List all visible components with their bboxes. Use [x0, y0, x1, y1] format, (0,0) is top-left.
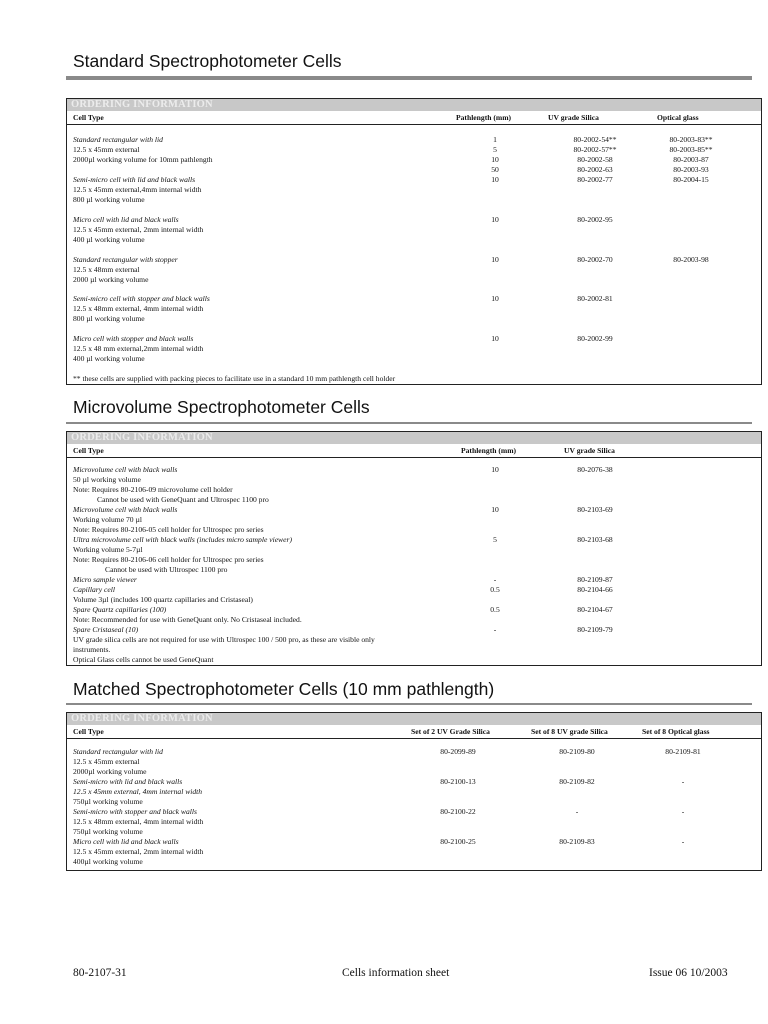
cell-note: Note: Requires 80-2106-06 cell holder for Ultrospec pro series	[73, 555, 264, 564]
set8-glass-code: 80-2109-81	[665, 747, 701, 756]
pathlength-value: 10	[491, 255, 499, 264]
footnote: ** these cells are supplied with packing pieces to facilitate use in a standard 10 mm pathlength cell holder	[73, 374, 396, 383]
uv-silica-code: 80-2002-81	[577, 294, 613, 303]
cell-note: Note: Requires 80-2106-05 cell holder for Ultrospec pro series	[73, 525, 264, 534]
column-header-set2-uv: Set of 2 UV Grade Silica	[411, 727, 490, 736]
cell-volume: Volume 3µl (includes 100 quartz capillaries and Cristaseal)	[73, 595, 253, 604]
uv-silica-code: 80-2109-79	[577, 625, 613, 634]
uv-silica-code: 80-2104-66	[577, 585, 613, 594]
section-title-matched: Matched Spectrophotometer Cells (10 mm pathlength)	[73, 679, 495, 699]
column-header-cell-type: Cell Type	[73, 446, 104, 455]
cell-note: Note: Requires 80-2106-09 microvolume cell holder	[73, 485, 233, 494]
section-divider	[66, 703, 752, 705]
cell-dimension: 12.5 x 45mm external, 2mm internal width	[73, 225, 204, 234]
cell-volume: 750µl working volume	[73, 827, 143, 836]
cell-volume: 400 µl working volume	[73, 235, 145, 244]
column-header-cell-type: Cell Type	[73, 113, 104, 122]
set8-glass-code: -	[681, 837, 685, 846]
section-title-microvolume: Microvolume Spectrophotometer Cells	[73, 397, 370, 417]
optical-glass-code: 80-2004-15	[673, 175, 709, 184]
pathlength-value: 0.5	[490, 585, 500, 594]
cell-type-name: Standard rectangular with stopper	[73, 255, 178, 264]
set8-glass-code: -	[681, 807, 685, 816]
uv-silica-code: 80-2002-95	[577, 215, 613, 224]
optical-glass-code: 80-2003-87	[673, 155, 709, 164]
uv-silica-code: 80-2109-87	[577, 575, 613, 584]
set2-uv-code: 80-2099-89	[440, 747, 476, 756]
uv-silica-code: 80-2104-67	[577, 605, 613, 614]
set8-uv-code: 80-2109-83	[559, 837, 595, 846]
cell-note: instruments.	[73, 645, 111, 654]
section-divider	[66, 422, 752, 424]
cell-dimension: 12.5 x 45mm external,4mm internal width	[73, 185, 202, 194]
cell-volume: 2000µl working volume	[73, 767, 147, 776]
cell-note: Cannot be used with GeneQuant and Ultrospec 1100 pro	[97, 495, 269, 504]
cell-dimension: 12.5 x 48 mm external,2mm internal width	[73, 344, 204, 353]
cell-volume: 800 µl working volume	[73, 314, 145, 323]
column-header-row	[67, 444, 761, 458]
column-header-row	[67, 111, 761, 125]
column-header-set8-glass: Set of 8 Optical glass	[642, 727, 710, 736]
cell-volume: 2000 µl working volume	[73, 275, 149, 284]
cell-type-name: Semi-micro with stopper and black walls	[73, 807, 197, 816]
section-title-standard: Standard Spectrophotometer Cells	[73, 51, 342, 71]
cell-type-name: Micro cell with lid and black walls	[73, 215, 179, 224]
cell-dimension: 12.5 x 45mm external	[73, 757, 140, 766]
cell-type-name: Standard rectangular with lid	[73, 135, 163, 144]
cell-volume: Working volume 5-7µl	[73, 545, 143, 554]
column-header-row	[67, 725, 761, 739]
optical-glass-code: 80-2003-85**	[669, 145, 713, 154]
column-header-optical-glass: Optical glass	[657, 113, 699, 122]
pathlength-value: 10	[491, 294, 499, 303]
pathlength-value: -	[493, 625, 497, 634]
cell-type-name: Spare Quartz capillaries (100)	[73, 605, 167, 614]
uv-silica-code: 80-2002-63	[577, 165, 613, 174]
pathlength-value: 10	[491, 465, 499, 474]
set2-uv-code: 80-2100-13	[440, 777, 476, 786]
pathlength-value: 0.5	[490, 605, 500, 614]
pathlength-value: 1	[493, 135, 497, 144]
cell-note: Cannot be used with Ultrospec 1100 pro	[105, 565, 228, 574]
cell-volume: 750µl working volume	[73, 797, 143, 806]
cell-dimension: 12.5 x 48mm external, 4mm internal width	[73, 817, 204, 826]
optical-glass-code: 80-2003-98	[673, 255, 709, 264]
pathlength-value: 10	[491, 505, 499, 514]
column-header-pathlength: Pathlength (mm)	[456, 113, 512, 122]
cell-type-name: Microvolume cell with black walls	[73, 505, 178, 514]
ordering-information-header: ORDERING INFORMATION	[67, 432, 761, 444]
ordering-table-standard	[66, 98, 762, 385]
uv-silica-code: 80-2002-70	[577, 255, 613, 264]
ordering-information-header: ORDERING INFORMATION	[67, 713, 761, 725]
cell-dimension: 12.5 x 45mm external, 2mm internal width	[73, 847, 204, 856]
ordering-table-matched	[66, 712, 762, 871]
set8-uv-code: 80-2109-82	[559, 777, 595, 786]
footer-doc-title: Cells information sheet	[342, 967, 450, 979]
uv-silica-code: 80-2002-58	[577, 155, 613, 164]
cell-type-name: Capillary cell	[73, 585, 115, 594]
pathlength-value: 10	[491, 334, 499, 343]
cell-type-name: Spare Cristaseal (10)	[73, 625, 139, 634]
set2-uv-code: 80-2100-25	[440, 837, 476, 846]
pathlength-value: 5	[493, 145, 497, 154]
uv-silica-code: 80-2103-69	[577, 505, 613, 514]
cell-type-name: Semi-micro cell with lid and black walls	[73, 175, 196, 184]
footer-issue: Issue 06 10/2003	[649, 967, 728, 979]
cell-dimension: 12.5 x 45mm external, 4mm internal width	[73, 787, 203, 796]
cell-volume: Working volume 70 µl	[73, 515, 142, 524]
cell-type-name: Ultra microvolume cell with black walls (includes micro sample viewer)	[73, 535, 292, 544]
pathlength-value: -	[493, 575, 497, 584]
column-header-set8-uv: Set of 8 UV grade Silica	[531, 727, 608, 736]
set2-uv-code: 80-2100-22	[440, 807, 476, 816]
cell-type-name: Standard rectangular with lid	[73, 747, 163, 756]
cell-volume: 50 µl working volume	[73, 475, 141, 484]
set8-uv-code: 80-2109-80	[559, 747, 595, 756]
uv-silica-code: 80-2002-99	[577, 334, 613, 343]
uv-silica-code: 80-2103-68	[577, 535, 613, 544]
column-header-uv-silica: UV grade Silica	[564, 446, 615, 455]
uv-silica-code: 80-2002-77	[577, 175, 613, 184]
cell-volume: 800 µl working volume	[73, 195, 145, 204]
pathlength-value: 50	[491, 165, 499, 174]
cell-dimension: 12.5 x 48mm external, 4mm internal width	[73, 304, 204, 313]
pathlength-value: 10	[491, 155, 499, 164]
cell-type-name: Microvolume cell with black walls	[73, 465, 178, 474]
column-header-cell-type: Cell Type	[73, 727, 104, 736]
pathlength-value: 5	[493, 535, 497, 544]
optical-glass-code: 80-2003-83**	[669, 135, 713, 144]
cell-volume: 2000µl working volume for 10mm pathlength	[73, 155, 213, 164]
cell-type-name: Micro cell with stopper and black walls	[73, 334, 194, 343]
cell-dimension: 12.5 x 45mm external	[73, 145, 140, 154]
uv-silica-code: 80-2002-57**	[573, 145, 617, 154]
uv-silica-code: 80-2002-54**	[573, 135, 617, 144]
pathlength-value: 10	[491, 175, 499, 184]
cell-type-name: Micro cell with lid and black walls	[73, 837, 179, 846]
footer-doc-number: 80-2107-31	[73, 967, 127, 979]
section-divider	[66, 76, 752, 80]
uv-silica-code: 80-2076-38	[577, 465, 613, 474]
column-header-pathlength: Pathlength (mm)	[461, 446, 517, 455]
ordering-information-header: ORDERING INFORMATION	[67, 99, 761, 111]
cell-volume: 400µl working volume	[73, 857, 143, 866]
cell-volume: 400 µl working volume	[73, 354, 145, 363]
cell-note: UV grade silica cells are not required for use with Ultrospec 100 / 500 pro, as these are visible only	[73, 635, 375, 644]
cell-type-name: Micro sample viewer	[73, 575, 137, 584]
set8-glass-code: -	[681, 777, 685, 786]
set8-uv-code: -	[575, 807, 579, 816]
optical-glass-code: 80-2003-93	[673, 165, 709, 174]
ordering-table-microvolume	[66, 431, 762, 666]
cell-note: Note: Recommended for use with GeneQuant only. No Cristaseal included.	[73, 615, 302, 624]
pathlength-value: 10	[491, 215, 499, 224]
cell-dimension: 12.5 x 48mm external	[73, 265, 140, 274]
cell-type-name: Semi-micro with lid and black walls	[73, 777, 183, 786]
cell-note: Optical Glass cells cannot be used GeneQuant	[73, 655, 214, 664]
column-header-uv-silica: UV grade Silica	[548, 113, 599, 122]
cell-type-name: Semi-micro cell with stopper and black walls	[73, 294, 210, 303]
